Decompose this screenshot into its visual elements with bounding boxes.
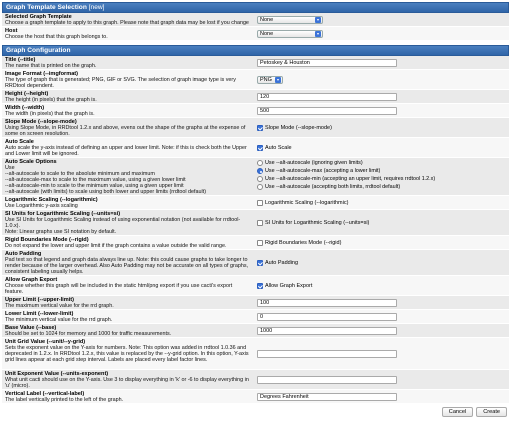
checkbox-checked-icon — [257, 260, 263, 266]
width-row: Width (--width) The width (in pixels) that the graph is. 500 — [2, 104, 509, 118]
width-input[interactable]: 500 — [257, 107, 397, 115]
host-select[interactable]: None ▾ — [257, 30, 323, 38]
radio-icon — [257, 160, 263, 166]
radio-icon — [257, 176, 263, 182]
graph-edit-form — [2, 2, 509, 417]
unit-grid-row: Unit Grid Value (--unit/--y-grid) Sets the exponent value on the Y-axis for numbers. Note: This option was added in rrdtool 1.0.36 and deprecated in 1.2.x. In RRDtool 1.2.x, this value is replaced by the --y-grid option. In this option, Y-axis grid lines appear at each grid step interval. Labels are placed every label factor lines. — [2, 338, 509, 370]
radio-selected-icon — [257, 168, 263, 174]
si-units-checkbox[interactable]: SI Units for Logarithmic Scaling (--units=si) — [257, 220, 506, 226]
vertical-label-input[interactable]: Degrees Fahrenheit — [257, 393, 397, 401]
logarithmic-checkbox[interactable]: Logarithmic Scaling (--logarithmic) — [257, 200, 506, 206]
checkbox-icon — [257, 200, 263, 206]
auto-scale-options-row: Auto Scale Options Use --alt-autoscale to scale to the absolute minimum and maximum --alt-autoscale-max to scale to the maximum value, using a given lower limit --alt-autoscale-min to scale to the minimum value, using a given upper limit --alt-autoscale (with limits) to scale using both lower and upper limits (rrdtool default) Use --alt-autoscale (ignoring given limits) Use --alt-autoscale-max (accepting a lower limit) Use --alt-autoscale-min (accepting an upper limit, requires rrdtool 1.2.x) Use --alt-autoscale (accepting both limits, rrdtool default) — [2, 158, 509, 196]
unit-grid-input[interactable] — [257, 350, 397, 358]
allow-export-row: Allow Graph Export Choose whether this graph will be included in the static html/png export if you use cacti's export feature. Allow Graph Export — [2, 276, 509, 296]
config-section-header: Graph Configuration — [2, 45, 509, 56]
unit-exponent-input[interactable] — [257, 376, 397, 384]
host-row: Host Choose the host that this graph belongs to. None ▾ — [2, 27, 509, 41]
rigid-checkbox[interactable]: Rigid Boundaries Mode (--rigid) — [257, 240, 506, 246]
cancel-button[interactable]: Cancel — [442, 407, 473, 417]
chevron-down-icon: ▾ — [276, 77, 279, 82]
auto-padding-row: Auto Padding Pad text so that legend and graph data always line up. Note: this could cause graphs to take longer to render because of the larger overhead. Also Auto Padding may not be accurate on all types of graphs, consistent labeling usually helps. Auto Padding — [2, 250, 509, 276]
graph-template-select[interactable]: None ▾ — [257, 16, 323, 24]
rigid-row: Rigid Boundaries Mode (--rigid) Do not expand the lower and upper limit if the graph contains a value outside the valid range. Rigid Boundaries Mode (--rigid) — [2, 236, 509, 250]
checkbox-icon — [257, 220, 263, 226]
checkbox-icon — [257, 240, 263, 246]
title-input[interactable]: Petoskey & Houston — [257, 59, 397, 67]
radio-icon — [257, 184, 263, 190]
base-value-row: Base Value (--base) Should be set to 1024 for memory and 1000 for traffic measurements. 1000 — [2, 324, 509, 338]
unit-exponent-row: Unit Exponent Value (--units-exponent) What unit cacti should use on the Y-axis. Use 3 to display everything in 'k' or -6 to display everything in 'u' (micro). — [2, 370, 509, 390]
slope-mode-checkbox[interactable]: Slope Mode (--slope-mode) — [257, 125, 506, 131]
slope-mode-row: Slope Mode (--slope-mode) Using Slope Mode, in RRDtool 1.2.x and above, evens out the shape of the graphs at the expense of some on screen resolution. Slope Mode (--slope-mode) — [2, 118, 509, 138]
vertical-label-row: Vertical Label (--vertical-label) The label vertically printed to the left of the graph. Degrees Fahrenheit — [2, 390, 509, 404]
checkbox-checked-icon — [257, 125, 263, 131]
lower-limit-input[interactable]: 0 — [257, 313, 397, 321]
form-actions — [2, 407, 509, 417]
lower-limit-row: Lower Limit (--lower-limit) The minimum vertical value for the rrd graph. 0 — [2, 310, 509, 324]
image-format-select[interactable]: PNG ▾ — [257, 76, 283, 84]
autoscale-option-radio[interactable]: Use --alt-autoscale-min (accepting an upper limit, requires rrdtool 1.2.x) — [257, 175, 506, 183]
checkbox-checked-icon — [257, 145, 263, 151]
autoscale-option-radio[interactable]: Use --alt-autoscale (ignoring given limits) — [257, 159, 506, 167]
height-row: Height (--height) The height (in pixels) that the graph is. 120 — [2, 90, 509, 104]
title-row: Title (--title) The name that is printed on the graph. Petoskey & Houston — [2, 56, 509, 70]
auto-scale-checkbox[interactable]: Auto Scale — [257, 145, 506, 151]
allow-export-checkbox[interactable]: Allow Graph Export — [257, 283, 506, 289]
autoscale-option-radio[interactable]: Use --alt-autoscale (accepting both limits, rrdtool default) — [257, 183, 506, 191]
height-input[interactable]: 120 — [257, 93, 397, 101]
base-value-input[interactable]: 1000 — [257, 327, 397, 335]
upper-limit-input[interactable]: 100 — [257, 299, 397, 307]
upper-limit-row: Upper Limit (--upper-limit) The maximum vertical value for the rrd graph. 100 — [2, 296, 509, 310]
image-format-row: Image Format (--imgformat) The type of graph that is generated; PNG, GIF or SVG. The selection of graph image type is very RRDtool dependent. PNG ▾ — [2, 70, 509, 90]
auto-scale-row: Auto Scale Auto scale the y-axis instead of defining an upper and lower limit. Note: if this is check both the Upper and Lower limit will be ignored. Auto Scale — [2, 138, 509, 158]
checkbox-checked-icon — [257, 283, 263, 289]
chevron-down-icon: ▾ — [316, 31, 319, 36]
auto-padding-checkbox[interactable]: Auto Padding — [257, 260, 506, 266]
logarithmic-row: Logarithmic Scaling (--logarithmic) Use Logarithmic y-axis scaling Logarithmic Scaling (--logarithmic) — [2, 196, 509, 210]
template-section-header: Graph Template Selection [new] — [2, 2, 509, 13]
template-row: Selected Graph Template Choose a graph template to apply to this graph. Please note that graph data may be lost if you change None ▾ — [2, 13, 509, 27]
create-button[interactable]: Create — [476, 407, 507, 417]
chevron-down-icon: ▾ — [316, 17, 319, 22]
autoscale-option-radio[interactable]: Use --alt-autoscale-max (accepting a lower limit) — [257, 167, 506, 175]
si-units-row: SI Units for Logarithmic Scaling (--units=si) Use SI Units for Logarithmic Scaling instead of using exponential notation (not available for rrdtool-1.0.x). Note: Linear graphs use SI notation by default. SI Units for Logarithmic Scaling (--units=si) — [2, 210, 509, 236]
